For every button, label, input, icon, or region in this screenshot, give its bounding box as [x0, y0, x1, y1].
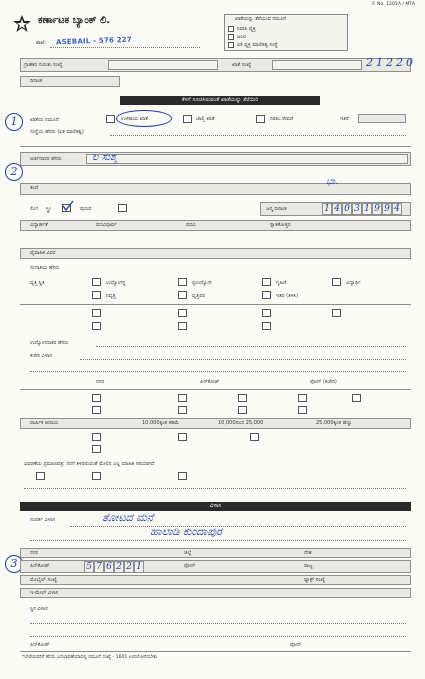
- occupation-self: ಸ್ವಉದ್ಯೋಗಿ: [192, 280, 212, 286]
- occupation-employed-checkbox[interactable]: [92, 278, 101, 286]
- misc-f-checkbox[interactable]: [92, 406, 101, 414]
- form-number: F. No. 1201A / MTA: [372, 2, 415, 7]
- occupation-self-checkbox[interactable]: [178, 278, 187, 286]
- country-label: ದೇಶ: [304, 550, 312, 556]
- account-category-sole: ಏಕ ವ್ಯಕ್ತಿ ಮಾಲಿಕತ್ವ ಸಂಸ್ಥೆ: [237, 42, 278, 48]
- contact-address-line2: ಹಾಲಾಡಿ ಕುಂದಾಪುರ: [150, 525, 223, 538]
- pincode-digit: 1: [134, 561, 144, 573]
- footer-divider: [20, 651, 411, 652]
- town-label: ನಗರ: [30, 550, 39, 556]
- dob-digit: 1: [322, 203, 332, 215]
- mobile-label: ಮೊಬೈಲ್ ಸಂಖ್ಯೆ: [30, 577, 57, 583]
- education-label: ವಿದ್ಯಾರ್ಹತೆ: [30, 222, 48, 228]
- male-checkbox[interactable]: [118, 204, 127, 212]
- misc-b-checkbox[interactable]: [178, 394, 187, 402]
- misc-i-checkbox[interactable]: [298, 406, 307, 414]
- email-row: [20, 588, 411, 598]
- account-category-title: ಖಾತೆಯನ್ನು ತೆರೆಯುವ ನಮೂನೆ: [235, 16, 287, 22]
- phone-label: ಫೋನ್: [184, 563, 196, 569]
- father-name-row: [20, 183, 411, 195]
- fax-label: ಫ್ಯಾಕ್ಸ್ ಸಂಖ್ಯೆ: [304, 577, 325, 583]
- occupation-divider: [20, 304, 411, 305]
- decl-b-checkbox[interactable]: [92, 472, 101, 480]
- spouse-name-label: ಸಂಗಾತಿಯ ಹೆಸರು: [30, 265, 60, 271]
- branch-label: ಶಾಖೆ:: [36, 40, 47, 46]
- occupation-student-checkbox[interactable]: [332, 278, 341, 286]
- marital-label: ವೈವಾಹಿಕ ವಿವರ: [30, 250, 56, 256]
- misc-g-checkbox[interactable]: [178, 406, 187, 414]
- extra-a-checkbox[interactable]: [92, 433, 101, 441]
- dob-digit: 9: [372, 203, 382, 215]
- education-pg: ಸ್ನಾತಕೋತ್ತರ: [270, 222, 291, 228]
- account-category-joint-checkbox[interactable]: [228, 34, 234, 40]
- account-no-field[interactable]: [272, 60, 362, 70]
- occupation2-f-checkbox[interactable]: [178, 322, 187, 330]
- permanent-address-line2: [30, 636, 406, 637]
- applicant-name-label: ಅರ್ಜಿದಾರರ ಹೆಸರು: [30, 156, 62, 162]
- occupation-housewife: ಗೃಹಿಣಿ: [276, 280, 287, 286]
- section1-divider: [20, 146, 411, 147]
- fixed-deposit-checkbox[interactable]: [256, 115, 265, 123]
- contact-address-underline2: [30, 540, 406, 541]
- misc-a-checkbox[interactable]: [92, 394, 101, 402]
- pincode-digit: 2: [124, 561, 134, 573]
- email-label: ಇ-ಮೇಲ್ ವಿಳಾಸ: [30, 590, 59, 596]
- misc-d-checkbox[interactable]: [298, 394, 307, 402]
- section2-marker: 2: [5, 163, 23, 181]
- town-row: [20, 548, 411, 558]
- savings-checkbox[interactable]: [106, 115, 115, 123]
- education-degree: ಪದವಿ: [186, 222, 196, 228]
- account-category-resident: ನಿವಾಸಿ ವ್ಯಕ್ತಿ: [237, 26, 256, 32]
- pincode-label: ಪಿನ್‌ಕೋಡ್: [30, 563, 50, 569]
- office-address-label: ಕಚೇರಿ ವಿಳಾಸ: [30, 353, 52, 359]
- occupation-housewife-checkbox[interactable]: [262, 278, 271, 286]
- applicant-name-field[interactable]: [86, 154, 408, 164]
- account-category-resident-checkbox[interactable]: [228, 26, 234, 32]
- section3-marker: 3: [5, 555, 23, 573]
- other-option: ಇತರೆ: [340, 116, 349, 122]
- customer-id-label: ಗ್ರಾಹಕರ ಗುರುತು ಸಂಖ್ಯೆ: [24, 62, 63, 68]
- income-low: 10,000ಕ್ಕಿಂತ ಕಡಿಮೆ: [142, 420, 180, 426]
- pincode-digit: 6: [104, 561, 114, 573]
- occupation2-g-checkbox[interactable]: [262, 322, 271, 330]
- misc-divider: [20, 389, 411, 390]
- account-no-value: 21220: [366, 56, 416, 69]
- female-check-mark: [61, 199, 75, 215]
- other-field[interactable]: [358, 114, 406, 123]
- footer-note: *ಬೇರೆಯವರಿಗೆ ಹೆಸರು ಬದಲಾವಣೆಯಾದಲ್ಲಿ ನಮೂನೆ ಸಂಖ್ಯೆ - 1601 ಉಪಯೋಗಿಸಬೇಕು.: [22, 655, 159, 660]
- occupation-professional: ವೃತ್ತಿಪರ: [192, 293, 206, 299]
- extra-b-checkbox[interactable]: [178, 433, 187, 441]
- pincode-digit: 5: [84, 561, 94, 573]
- firm-name-line: [110, 135, 406, 136]
- mobile-row: [20, 575, 411, 585]
- education-row: [20, 220, 411, 231]
- occupation2-a-checkbox[interactable]: [92, 309, 101, 317]
- gender-female: ಸ್ತ್ರೀ: [46, 206, 51, 212]
- occupation2-d-checkbox[interactable]: [332, 309, 341, 317]
- dob-label: ಜನ್ಮ ದಿನಾಂಕ: [266, 206, 287, 212]
- office-town-label: ನಗರ: [96, 379, 105, 385]
- misc-c-checkbox[interactable]: [238, 394, 247, 402]
- permanent-pincode-label: ಪಿನ್‌ಕೋಡ್: [30, 642, 50, 648]
- date-label: ದಿನಾಂಕ: [30, 78, 43, 84]
- office-address-line-1: [80, 359, 406, 360]
- income-high: 25,000ಕ್ಕಿಂತ ಹೆಚ್ಚು: [316, 420, 352, 426]
- income-label: ವಾರ್ಷಿಕ ಆದಾಯ: [30, 420, 59, 426]
- savings-option: ಉಳಿತಾಯ ಖಾತೆ: [121, 116, 148, 122]
- account-category-sole-checkbox[interactable]: [228, 42, 234, 48]
- account-type-label: ಖಾತೆಯ ನಮೂನೆ: [30, 117, 59, 123]
- marital-row: [20, 248, 411, 259]
- pincode-digit: 7: [94, 561, 104, 573]
- occupation-other-checkbox[interactable]: [262, 291, 271, 299]
- declaration-line: [24, 488, 406, 489]
- contact-address-line1: ತೋಟದ ಮನೆ: [102, 511, 154, 524]
- misc-h-checkbox[interactable]: [238, 406, 247, 414]
- section1-marker: 1: [5, 113, 23, 131]
- district-label: ಜಿಲ್ಲೆ: [184, 550, 192, 556]
- employer-label: ಉದ್ಯೋಗದಾತರ ಹೆಸರು: [30, 340, 69, 346]
- pincode-row: [20, 560, 411, 573]
- branch-stamp: ASEBAIL - 576 227: [55, 35, 133, 47]
- bank-logo: [12, 14, 32, 36]
- section3-banner: ವಿಳಾಸ: [20, 502, 411, 511]
- occupation-label: ವೃತ್ತಿ ಸ್ಥಿತಿ: [30, 280, 45, 286]
- occupation-employed: ಉದ್ಯೋಗಸ್ಥ: [106, 280, 126, 286]
- pincode-digit: 2: [114, 561, 124, 573]
- customer-id-field[interactable]: [108, 60, 218, 70]
- permanent-address-label: ಸ್ಥಿರ ವಿಳಾಸ: [30, 606, 48, 612]
- bank-name: ಕರ್ಣಾಟಕ ಬ್ಯಾಂಕ್ ಲಿ.: [38, 15, 111, 26]
- gender-male: ಪುರುಷ: [80, 206, 92, 212]
- dob-digit: 0: [342, 203, 352, 215]
- office-phone-label: ಫೋನ್ (ಕಚೇರಿ): [310, 379, 337, 385]
- fixed-deposit-option: ನಿರಖು ಠೇವಣಿ: [270, 116, 294, 122]
- dob-digit: 4: [392, 203, 402, 215]
- dob-digit: 9: [382, 203, 392, 215]
- office-address-line-2: [30, 371, 406, 372]
- occupation2-c-checkbox[interactable]: [262, 309, 271, 317]
- occupation-student: ವಿದ್ಯಾರ್ಥಿ: [346, 280, 361, 286]
- current-checkbox[interactable]: [183, 115, 192, 123]
- father-handwritten-mark: ಭಾ.: [326, 177, 339, 187]
- occupation2-b-checkbox[interactable]: [178, 309, 187, 317]
- contact-address-label: ಸಂಪರ್ಕ ವಿಳಾಸ: [30, 517, 55, 523]
- education-puc: ಪದವಿಪೂರ್ವ: [96, 222, 117, 228]
- extra-d-checkbox[interactable]: [92, 445, 101, 453]
- branch-line: [50, 47, 200, 48]
- section1-banner: ಕೆಳಗೆ ಸೂಚಿಸಿರುವಂತೆ ಖಾತೆಯನ್ನು ತೆರೆಯಿರಿ: [120, 96, 320, 105]
- dob-digit: 3: [352, 203, 362, 215]
- dob-digit: 1: [362, 203, 372, 215]
- occupation-retired: ನಿವೃತ್ತ: [106, 293, 116, 299]
- occupation-retired-checkbox[interactable]: [92, 291, 101, 299]
- contact-address-underline1: [70, 526, 406, 527]
- father-label: ತಂದೆ: [30, 185, 39, 191]
- occupation-professional-checkbox[interactable]: [178, 291, 187, 299]
- firm-name-label: ಸಂಸ್ಥೆಯ ಹೆಸರು (ಏಕ ಮಾಲಿಕತ್ವ): [30, 129, 84, 135]
- account-category-box: [224, 14, 348, 51]
- employer-line: [96, 346, 406, 347]
- decl-a-checkbox[interactable]: [36, 472, 45, 480]
- occupation2-e-checkbox[interactable]: [92, 322, 101, 330]
- income-mid: 10,000ದಿಂದ 25,000: [218, 420, 264, 426]
- declaration-text: ವಿವರಣೆಯ ಪ್ರಮಾಣಪತ್ರ: ನನಗೆ ತಿಳಿದಿರುವಂತೆ ಮೇಲಿನ ಎಲ್ಲ ಮಾಹಿತಿ ಸರಿಯಾಗಿದೆ: [24, 461, 155, 467]
- permanent-phone-label: ಫೋನ್: [290, 642, 302, 648]
- extra-c-checkbox[interactable]: [250, 433, 259, 441]
- dob-digit: 4: [332, 203, 342, 215]
- income-row: [20, 418, 411, 429]
- current-option: ಚಾಲ್ತಿ ಖಾತೆ: [196, 116, 215, 122]
- office-pincode-label: ಪಿನ್‌ಕೋಡ್: [200, 379, 220, 385]
- occupation-other: ಇತರ (ತಿಳಿಸಿ): [276, 293, 299, 299]
- account-no-label: ಖಾತೆ ಸಂಖ್ಯೆ: [232, 62, 252, 68]
- permanent-address-line1: [30, 623, 406, 624]
- gender-label: ಲಿಂಗ: [30, 206, 39, 212]
- state-label: ರಾಜ್ಯ: [304, 563, 313, 569]
- applicant-name-value: ಲ ಸುಶ್ಮ: [92, 152, 117, 163]
- decl-c-checkbox[interactable]: [178, 472, 187, 480]
- misc-e-checkbox[interactable]: [352, 394, 361, 402]
- account-category-joint: ಜಂಟಿ: [237, 34, 246, 40]
